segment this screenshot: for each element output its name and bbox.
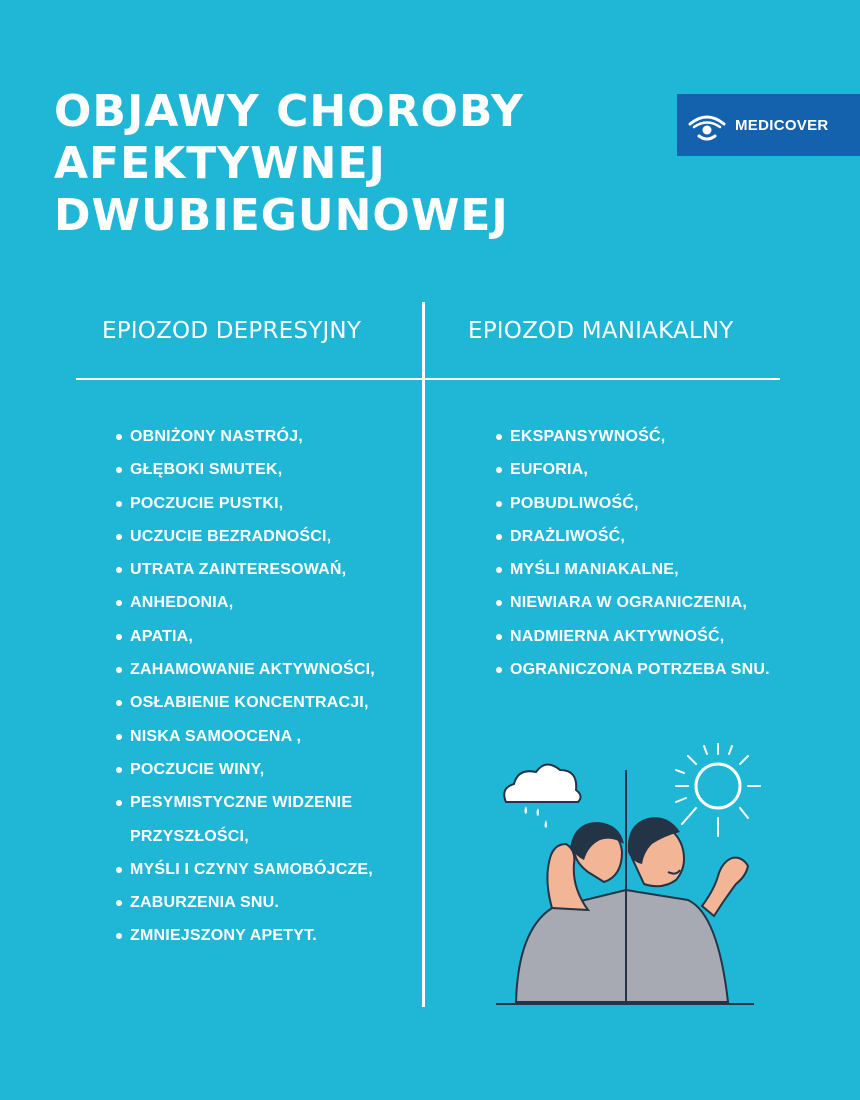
medicover-logo-icon	[687, 108, 727, 142]
medicover-logo	[677, 94, 860, 156]
column-divider-horizontal	[76, 378, 780, 380]
list-item: EUFORIA,	[496, 453, 836, 486]
bipolar-illustration	[492, 740, 762, 1010]
list-item: POCZUCIE PUSTKI,	[116, 487, 416, 520]
list-item: OGRANICZONA POTRZEBA SNU.	[496, 653, 836, 686]
depressive-episode-heading: EPIOZOD DEPRESYJNY	[102, 318, 362, 344]
list-item: NISKA SAMOOCENA ,	[116, 720, 416, 753]
list-item: ZABURZENIA SNU.	[116, 886, 416, 919]
manic-symptoms-list	[496, 420, 836, 686]
list-item: UCZUCIE BEZRADNOŚCI,	[116, 520, 416, 553]
list-item: DRAŻLIWOŚĆ,	[496, 520, 836, 553]
list-item: OBNIŻONY NASTRÓJ,	[116, 420, 416, 453]
list-item: OSŁABIENIE KONCENTRACJI,	[116, 686, 416, 719]
list-item: POCZUCIE WINY,	[116, 753, 416, 786]
list-item: GŁĘBOKI SMUTEK,	[116, 453, 416, 486]
list-item: MYŚLI MANIAKALNE,	[496, 553, 836, 586]
list-item: NIEWIARA W OGRANICZENIA,	[496, 586, 836, 619]
title-line-2: AFEKTYWNEJ	[54, 138, 386, 189]
sad-person-icon	[516, 822, 626, 1002]
title-line-1: OBJAWY CHOROBY	[54, 86, 524, 137]
list-item: ANHEDONIA,	[116, 586, 416, 619]
list-item: ZAHAMOWANIE AKTYWNOŚCI,	[116, 653, 416, 686]
list-item: EKSPANSYWNOŚĆ,	[496, 420, 836, 453]
happy-person-icon	[626, 817, 748, 1002]
list-item: POBUDLIWOŚĆ,	[496, 487, 836, 520]
depressive-symptoms-list	[116, 420, 416, 953]
sun-icon	[676, 744, 760, 836]
logo-text: MEDICOVER	[735, 116, 829, 134]
rain-cloud-icon	[504, 764, 580, 828]
list-item: UTRATA ZAINTERESOWAŃ,	[116, 553, 416, 586]
list-item: PESYMISTYCZNE WIDZENIE PRZYSZŁOŚCI,	[116, 786, 380, 853]
title-line-3: DWUBIEGUNOWEJ	[54, 190, 509, 241]
list-item: MYŚLI I CZYNY SAMOBÓJCZE,	[116, 853, 416, 886]
column-divider-vertical	[422, 302, 425, 1007]
list-item: APATIA,	[116, 620, 416, 653]
manic-episode-heading: EPIOZOD MANIAKALNY	[468, 318, 734, 344]
list-item: NADMIERNA AKTYWNOŚĆ,	[496, 620, 836, 653]
page-title	[54, 86, 524, 242]
list-item: ZMNIEJSZONY APETYT.	[116, 919, 416, 952]
